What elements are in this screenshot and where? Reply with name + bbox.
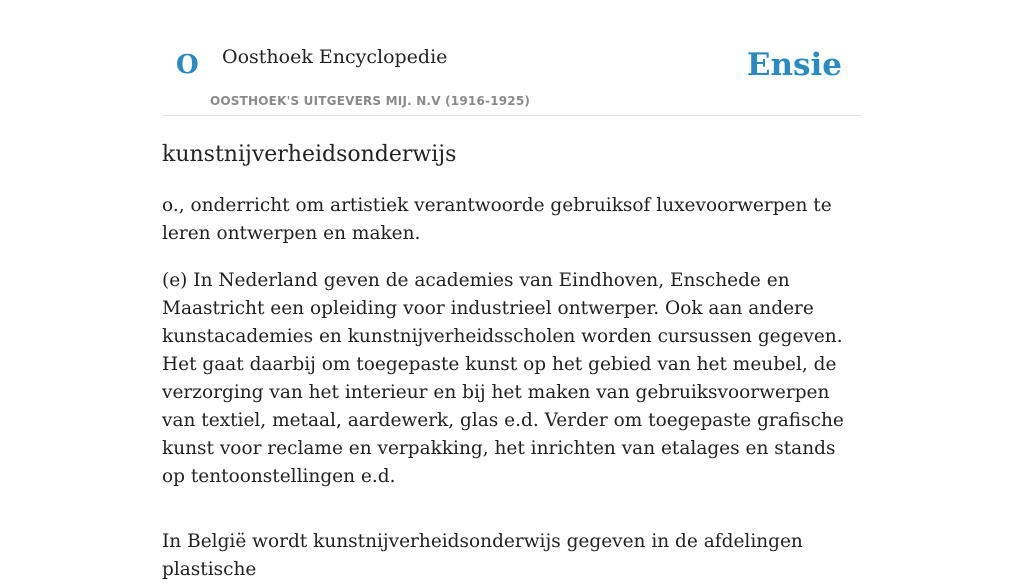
definition-paragraph: o., onderricht om artistiek verantwoorde gebruiksof luxevoorwerpen te leren ontwerpen en maken. [162,194,832,244]
body-paragraph: (e) In Nederland geven de academies van Eindhoven, Enschede en Maastricht een opleiding voor industrieel ontwerper. Ook aan andere kunstacademies en kunstnijverheidsscholen worden cursussen gegeven. Het gaat daarbij om toegepaste kunst op het gebied van het meubel, de verzorging van het interieur en bij het maken van gebruiksvoorwerpen van textiel, metaal, aardewerk, glas e.d. Verder om toegepaste grafische kunst voor reclame en verpakking, het inrichten van etalages en stands op tentoonstellingen e.d. [162,269,844,487]
source-header [162,0,862,116]
ensie-logo[interactable]: Ensie [746,47,842,83]
body-paragraph: In België wordt kunstnijverheidsonderwijs gegeven in de afdelingen plastische [162,530,803,580]
source-publisher: OOSTHOEK'S UITGEVERS MIJ. N.V (1916-1925) [210,94,531,108]
article-container [162,0,862,584]
source-logo[interactable]: O [176,50,199,80]
source-title-link[interactable]: Oosthoek Encyclopedie [222,46,448,68]
article-term: kunstnijverheidsonderwijs [162,142,457,167]
